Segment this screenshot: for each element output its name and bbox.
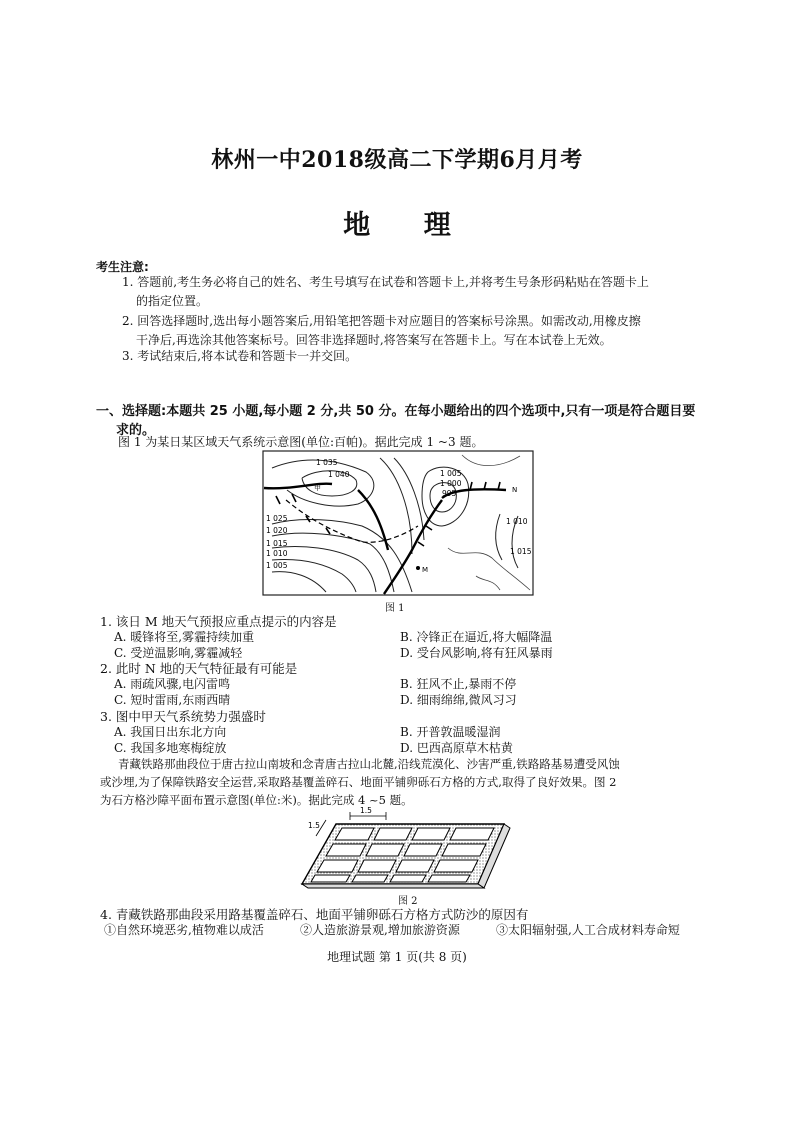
question-1-option-a: A. 暖锋将至,雾霾持续加重: [114, 630, 255, 644]
passage-line-1: 青藏铁路那曲段位于唐古拉山南坡和念青唐古拉山北麓,沿线荒漠化、沙害严重,铁路路基易遭受风蚀: [118, 757, 620, 771]
figure2-sand-barrier-grid: [296, 806, 522, 890]
isobar-label: 1 010: [506, 517, 528, 526]
notice-line-4: 干净后,再选涂其他答案标号。回答非选择题时,将答案写在答题卡上。写在本试卷上无效。: [136, 333, 612, 347]
isobar-label: 1 005: [266, 561, 288, 570]
isobar-label: 1 010: [266, 549, 288, 558]
isobar-label: 1 000: [440, 479, 462, 488]
notice-heading: 考生注意:: [96, 260, 149, 274]
passage-line-2: 或沙埋,为了保障铁路安全运营,采取路基覆盖碎石、地面平铺卵砾石方格的方式,取得了良好效果。图 2: [100, 775, 617, 789]
location-N-label: N: [512, 486, 518, 494]
question-2-option-b: B. 狂风不止,暴雨不停: [400, 677, 517, 691]
question-4-choice-2: ②人造旅游景观,增加旅游资源: [300, 923, 460, 937]
question-2-option-c: C. 短时雷雨,东雨西晴: [114, 693, 231, 707]
dimension-top: 1.5: [360, 806, 372, 815]
isobar-label: 995: [442, 489, 457, 498]
question-1-option-c: C. 受逆温影响,雾霾减轻: [114, 646, 243, 660]
question-2-option-d: D. 细雨绵绵,微风习习: [400, 693, 517, 707]
isobar-label: 1 025: [266, 514, 288, 523]
notice-line-1: 1. 答题前,考生务必将自己的姓名、考生号填写在试卷和答题卡上,并将考生号条形码粘贴在答题卡上: [122, 275, 649, 289]
isobar-label: 1 015: [266, 539, 288, 548]
question-3-option-d: D. 巴西高原草木枯黄: [400, 741, 513, 755]
isobar-label: 1 040: [328, 470, 350, 479]
passage-line-3: 为石方格沙障平面布置示意图(单位:米)。据此完成 4 ~5 题。: [100, 793, 413, 807]
question-3-option-a: A. 我国日出东北方向: [114, 725, 227, 739]
question-4-choice-1: ①自然环境恶劣,植物难以成活: [104, 923, 264, 937]
page-footer: 地理试题 第 1 页(共 8 页): [327, 950, 467, 964]
isobar-label: 1 035: [316, 458, 338, 467]
exam-title: 林州一中2018级高二下学期6月月考: [211, 147, 583, 173]
question-3-option-b: B. 开普敦温暖湿润: [400, 725, 501, 739]
question-2-option-a: A. 雨疏风骤,电闪雷鸣: [114, 677, 231, 691]
isobar-label: 1 015: [510, 547, 532, 556]
isobar-label: 1 005: [440, 469, 462, 478]
question-1-option-b: B. 冷锋正在逼近,将大幅降温: [400, 630, 553, 644]
dimension-left: 1.5: [308, 821, 320, 830]
section-heading-line1: 一、选择题:本题共 25 小题,每小题 2 分,共 50 分。在每小题给出的四个选项中,只有一项是符合题目要: [96, 404, 696, 419]
location-M-label: M: [422, 566, 429, 574]
question-3-stem: 3. 图中甲天气系统势力强盛时: [100, 709, 266, 724]
system-label-jia: 甲: [314, 484, 321, 492]
notice-line-5: 3. 考试结束后,将本试卷和答题卡一并交回。: [122, 349, 358, 363]
isobar-label: 1 020: [266, 526, 288, 535]
figure1-weather-map: [262, 450, 534, 596]
figure2-caption: 图 2: [398, 896, 418, 907]
question-1-option-d: D. 受台风影响,将有狂风暴雨: [400, 646, 553, 660]
section-heading-line2: 求的。: [116, 423, 156, 438]
question-4-choice-3: ③太阳辐射强,人工合成材料寿命短: [496, 923, 680, 937]
question-2-stem: 2. 此时 N 地的天气特征最有可能是: [100, 661, 298, 676]
notice-line-2: 的指定位置。: [136, 294, 209, 308]
subject-title: 地 理: [343, 210, 473, 241]
question-1-stem: 1. 该日 M 地天气预报应重点提示的内容是: [100, 614, 337, 629]
notice-line-3: 2. 回答选择题时,选出每小题答案后,用铅笔把答题卡对应题目的答案标号涂黑。如需改动,用橡皮擦: [122, 314, 641, 328]
figure1-caption: 图 1: [385, 603, 405, 614]
question-3-option-c: C. 我国多地寒梅绽放: [114, 741, 227, 755]
figure1-intro: 图 1 为某日某区域天气系统示意图(单位:百帕)。据此完成 1 ~3 题。: [118, 435, 484, 449]
question-4-stem: 4. 青藏铁路那曲段采用路基覆盖碎石、地面平铺卵砾石方格方式防沙的原因有: [100, 907, 529, 922]
